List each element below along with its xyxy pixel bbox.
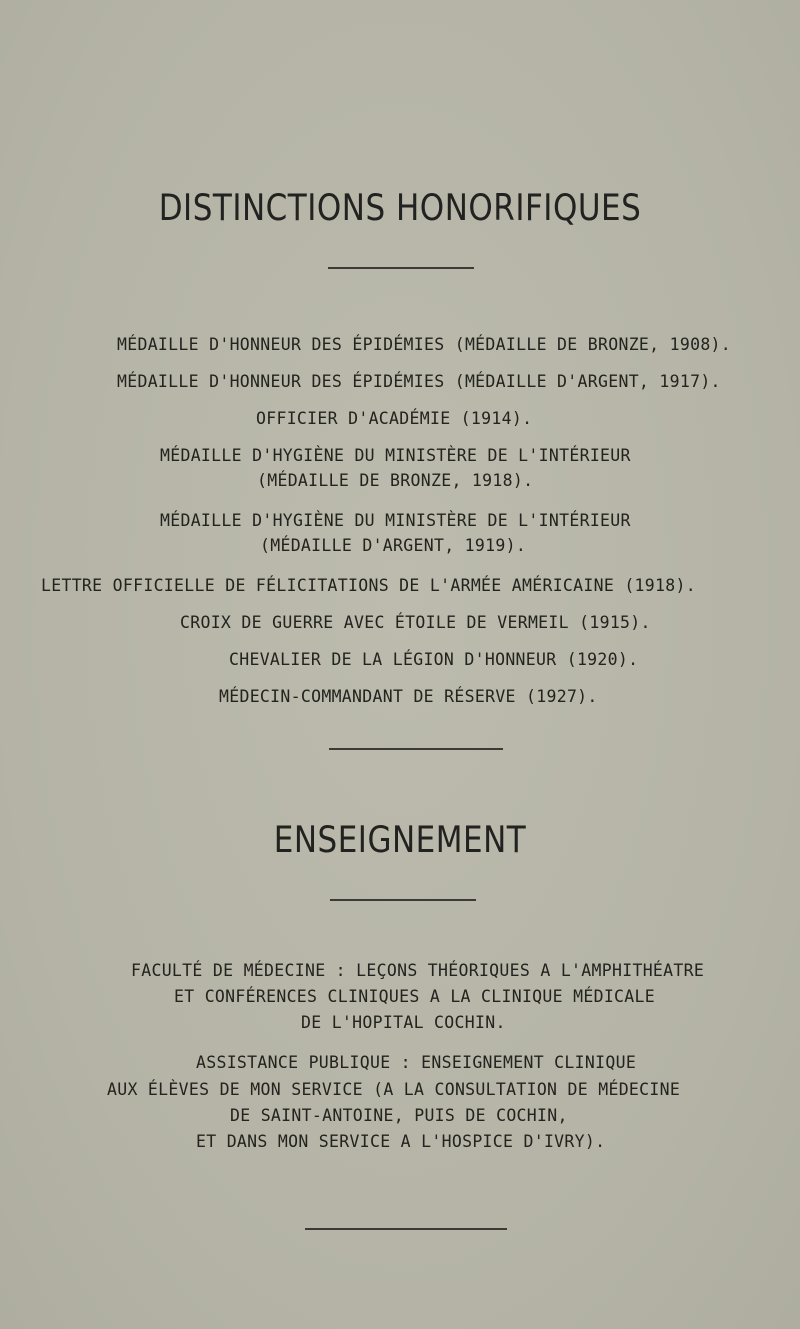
distinction-line: MÉDAILLE D'HONNEUR DES ÉPIDÉMIES (MÉDAILLE DE BRONZE, 1908). [117,335,732,354]
enseignement-line: ASSISTANCE PUBLIQUE : ENSEIGNEMENT CLINIQUE [196,1053,637,1072]
divider [328,267,474,269]
distinction-line: CROIX DE GUERRE AVEC ÉTOILE DE VERMEIL (1915). [180,613,651,632]
distinction-line: (MÉDAILLE D'ARGENT, 1919). [260,536,527,555]
distinction-line: (MÉDAILLE DE BRONZE, 1918). [257,471,534,490]
enseignement-line: FACULTÉ DE MÉDECINE : LEÇONS THÉORIQUES A L'AMPHITHÉATRE [131,961,705,980]
distinction-line: MÉDAILLE D'HYGIÈNE DU MINISTÈRE DE L'INTÉRIEUR [160,511,631,530]
divider [330,899,476,901]
distinction-line: MÉDAILLE D'HYGIÈNE DU MINISTÈRE DE L'INTÉRIEUR [160,446,631,465]
enseignement-line: DE L'HOPITAL COCHIN. [301,1013,506,1032]
enseignement-heading: ENSEIGNEMENT [273,818,527,862]
enseignement-line: AUX ÉLÈVES DE MON SERVICE (A LA CONSULTATION DE MÉDECINE [107,1080,681,1099]
divider [305,1228,507,1230]
enseignement-line: ET DANS MON SERVICE A L'HOSPICE D'IVRY). [196,1132,606,1151]
distinction-line: CHEVALIER DE LA LÉGION D'HONNEUR (1920). [229,650,639,669]
distinction-line: MÉDAILLE D'HONNEUR DES ÉPIDÉMIES (MÉDAILLE D'ARGENT, 1917). [117,372,721,391]
distinction-line: LETTRE OFFICIELLE DE FÉLICITATIONS DE L'ARMÉE AMÉRICAINE (1918). [41,576,696,595]
enseignement-line: DE SAINT-ANTOINE, PUIS DE COCHIN, [230,1106,568,1125]
divider [329,748,503,750]
distinctions-heading: DISTINCTIONS HONORIFIQUES [158,186,642,230]
distinction-line: MÉDECIN-COMMANDANT DE RÉSERVE (1927). [219,687,598,706]
enseignement-line: ET CONFÉRENCES CLINIQUES A LA CLINIQUE MÉDICALE [174,987,655,1006]
distinction-line: OFFICIER D'ACADÉMIE (1914). [256,409,533,428]
